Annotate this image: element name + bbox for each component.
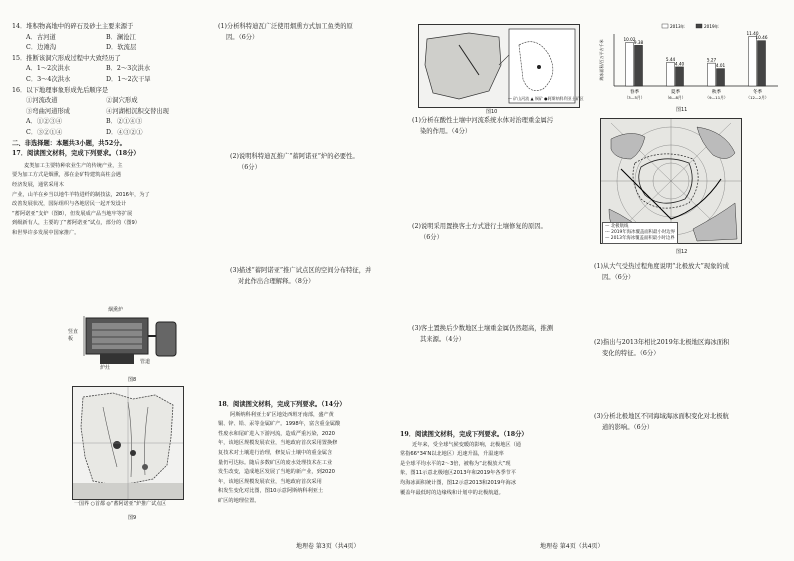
q16-options — [26, 117, 199, 128]
q16-items — [26, 96, 199, 107]
q18-1 — [412, 116, 553, 137]
q17-material — [12, 162, 199, 239]
q14-options — [26, 33, 199, 44]
q19-line: 常指66°34′N以北地区）迅速升温，升温速率 — [400, 451, 504, 458]
q16-option-d: D．④③②① — [106, 128, 143, 136]
data-label: 5.27 — [706, 57, 717, 63]
figure-9-caption: 图9 — [128, 515, 137, 521]
q16-option-c: C．③②①④ — [26, 128, 63, 136]
q17-2 — [230, 152, 359, 173]
figure-9-legend: 一国界 ○首都 ◎“蓄阿诺亚”炉推广试点区 — [74, 501, 167, 507]
q18-3-score: 其来源。（4分） — [420, 335, 465, 343]
q15-options — [26, 64, 199, 75]
figure-8-caption: 图8 — [128, 377, 137, 383]
q17-line: 改善发展状况，国际组织与各地居民一起开发设计 — [12, 201, 127, 208]
data-label: 10.46 — [755, 35, 768, 41]
q18-line: 性废水和尾矿进入下游河流，造成严重污染，2020 — [218, 430, 335, 437]
spain-map — [419, 25, 579, 107]
data-label: 9.38 — [633, 39, 644, 45]
bar — [758, 41, 766, 86]
q18-line: 年，该地区规模发展农业，当地政府首次采用 — [218, 478, 322, 485]
figure-9-map — [72, 386, 184, 500]
q16-options-row2 — [26, 128, 199, 139]
q15-option-a: A．1～2次洪水 — [26, 65, 71, 73]
q19-2-text: (2)指出与2013年相比2019年北极地区海冰面积 — [594, 339, 730, 346]
q19-2 — [594, 338, 729, 359]
q17-line: 到级新有人，主要的了“蓄阿诺亚”试点，部分的（图9） — [12, 220, 140, 227]
legend-2013: — 2013年海冰覆盖面积最小时边界 — [605, 236, 675, 241]
legend-label: 2013年 — [670, 24, 685, 29]
question-17: 17．阅读图文材料，完成下列要求。（18分） — [12, 150, 140, 158]
category-label: 夏季 — [670, 90, 681, 95]
q17-line: 经济发展，通常采用木 — [12, 181, 64, 188]
q18-line: 矿区的地理位置。 — [218, 497, 260, 504]
figure-10-caption: 图10 — [486, 109, 498, 115]
bar — [717, 69, 725, 86]
q16-item-1: ①河流改道 — [26, 97, 58, 105]
q17-1-score: 因。（6分） — [226, 33, 259, 41]
q19-heading: 19．阅读图文材料，完成下列要求。（18分） — [400, 431, 528, 438]
q19-line: 象，图11示意北极地区2013年和2019年各季节平 — [400, 470, 517, 477]
q18-heading: 18．阅读图文材料，完成下列要求。（14分） — [218, 401, 346, 408]
data-label: 5.44 — [665, 56, 676, 62]
q17-line: 产业，山羊在乡当以地牛羊特进纤的制技法，2016年，为了 — [12, 191, 150, 198]
bar — [708, 63, 716, 86]
bar — [626, 43, 634, 86]
q18-2-score: （6分） — [420, 233, 443, 241]
q15-option-c: C．3～4次洪水 — [26, 75, 71, 83]
legend-swatch — [696, 24, 702, 28]
q19-line: 近年来，受全球气候变暖的影响，北极地区（通 — [412, 441, 521, 448]
q17-3-text: (3)描述“蓄阿诺亚”推广试点区的空间分布特征，并 — [230, 267, 372, 274]
q18-3-text: (3)客土置换后少数地区土壤重金属仍然超高，推测 — [412, 325, 554, 332]
question-14: 14．堆积物高地中的碎石及砂土主要来源于 — [12, 23, 134, 30]
legend-2019: --- 2019年海冰覆盖面积最小时边界 — [605, 230, 676, 235]
category-label: 秋季 — [711, 90, 722, 95]
legend-route: — 北极航线 — [605, 224, 629, 229]
q16-option-a: A．①②③④ — [26, 118, 63, 126]
q15-option-d: D．1～2次干旱 — [106, 75, 151, 83]
q19-3-text: (3)分析北极地区不同海域海冰面积变化对北极航 — [594, 413, 729, 420]
category-sublabel: （6—8月） — [665, 95, 686, 100]
q17-3 — [230, 266, 371, 287]
q14-option-c: C．边滩沟 — [26, 44, 57, 52]
q19-line: 是全球平均水平的2～3倍，被称为“北极放大”现 — [400, 460, 511, 467]
q16-items-row2 — [26, 107, 199, 118]
data-label: 4.40 — [674, 61, 685, 67]
q17-2-score: （6分） — [238, 163, 261, 171]
figure-12-legend — [602, 222, 678, 244]
category-sublabel: （9—11月） — [705, 95, 728, 100]
q17-line: “蓄阿诺亚”支炉（图8），但发展成产品当地牢等扩展 — [12, 210, 133, 217]
fig8-label-pipe: 管道 — [140, 359, 151, 365]
data-label: 4.01 — [715, 63, 726, 69]
q18-line: 铜、锌、铅、汞等金属矿产。1998年，富含重金属酸 — [218, 421, 341, 428]
q19-2-score: 变化的特征。（6分） — [602, 349, 660, 357]
question-16: 16．以下地理事象形成先后顺序是 — [12, 86, 109, 94]
bar — [749, 37, 757, 86]
data-label: 10.02 — [623, 37, 636, 43]
q15-options-row2 — [26, 75, 199, 86]
figure-11-caption: 图11 — [676, 107, 688, 113]
category-sublabel: （3—5月） — [624, 95, 645, 100]
q19-1-score: 因。（6分） — [602, 273, 635, 281]
q19-3 — [594, 412, 729, 433]
category-sublabel: （12—2月） — [746, 95, 769, 100]
smoke-oven-illustration — [70, 306, 190, 374]
q19-material — [400, 441, 528, 499]
q17-3-score: 对此作出合理解释。（8分） — [238, 277, 315, 285]
q16-item-3: ③弯曲河道形成 — [26, 107, 71, 115]
q18-1-text: (1)分析在酸性土壤中河流系统水体对治理重金属污 — [412, 117, 554, 124]
question-15: 15．推断该洞穴形成过程中大致经历了 — [12, 54, 121, 62]
q18-line: 积发生变化对比图，图10示意阿斯纳科利亚土 — [218, 488, 324, 495]
q17-2-text: (2)说明科特迪瓦推广“蓄阿诺亚”炉的必要性。 — [230, 153, 359, 160]
category-label: 冬季 — [752, 90, 763, 95]
sea-ice-bar-chart — [598, 22, 786, 106]
figure-10-legend: — 矿山河流 ▲ 铜矿 ●阿斯纳科利亚土矿区 — [508, 96, 584, 101]
q18-line: 发生改变，造成地区发展了当地的新产业，到2020 — [218, 469, 335, 476]
q14-option-d: D．软流层 — [106, 44, 137, 52]
q19-line: 覆盖年最低时的边缘线和计划中的北极航道。 — [400, 489, 504, 496]
bar — [635, 45, 643, 86]
q17-line: 麦类加工主要特种农业生产的传统产业，主 — [24, 162, 123, 169]
column-2 — [218, 22, 396, 43]
q18-material — [218, 411, 346, 507]
q16-item-2: ②洞穴形成 — [106, 97, 138, 105]
q16-option-b: B．②①④③ — [106, 118, 143, 126]
figure-12-caption: 图12 — [676, 249, 688, 255]
q14-option-a: A．古河道 — [26, 33, 56, 41]
q18-1-score: 染的作用。（4分） — [420, 127, 472, 135]
q14-option-b: B．澜沧江 — [106, 33, 136, 41]
figure-11-chart — [598, 22, 786, 106]
q18-2 — [412, 222, 547, 243]
footer-page-4: 地理卷 第4页（共4页） — [540, 543, 604, 550]
q18-line: 量仍可达标。随后多数矿区的废水处理技术在工业 — [218, 459, 333, 466]
q18-2-text: (2)说明采用置换客土方式进行土壤修复的原因。 — [412, 223, 547, 230]
column-1 — [12, 22, 199, 238]
category-label: 春季 — [629, 90, 640, 95]
q14-options-row2 — [26, 43, 199, 54]
legend-swatch — [662, 24, 668, 28]
cote-divoire-map — [73, 387, 183, 499]
data-label: 11.40 — [746, 31, 759, 37]
q18-line: 年，该地区规模发展农业，当地政府首次采用置换修 — [218, 440, 338, 447]
q19-1 — [594, 262, 729, 283]
q18-line: 阿斯纳科利亚土矿区地处西班牙南部，盛产黄 — [230, 411, 334, 418]
legend-label: 2019年 — [704, 24, 719, 29]
question-19 — [400, 430, 528, 498]
q19-line: 均海冰面积统计图，图12示意2013和2019年海冰 — [400, 479, 517, 486]
q17-1: (1)分析科特迪瓦广泛使用烟熏方式加工鱼类的原 — [218, 23, 353, 30]
footer-page-3: 地理卷 第3页（共4页） — [296, 543, 360, 550]
q19-3-score: 道的影响。（6分） — [602, 423, 654, 431]
q17-line: 和世界许多发展中国家推广。 — [12, 229, 80, 236]
q17-line: 要为加工方式是烟熏，那在金矿特建筑高柱会遇 — [12, 172, 121, 179]
y-axis-label: 海冰面积/百万平方千米 — [599, 39, 604, 81]
question-18 — [218, 400, 346, 507]
fig8-label-oven: 烟熏炉 — [108, 307, 124, 313]
figure-8 — [70, 306, 190, 374]
q19-1-text: (1)从大气受热过程角度说明“北极放大”现象的成 — [594, 263, 729, 270]
fig8-label-board: 竖直板 — [68, 329, 79, 342]
bar — [676, 67, 684, 86]
bar — [667, 62, 675, 86]
q18-3 — [412, 324, 553, 345]
section-heading: 二、非选择题：本题共3小题，共52分。 — [12, 139, 126, 147]
q16-item-4: ④河湖相沉积交替出现 — [106, 107, 169, 115]
fig8-label-stove: 炉灶 — [100, 365, 111, 371]
q18-line: 复技术对土壤进行治理，修复后土壤中的重金属含 — [218, 449, 333, 456]
q15-option-b: B．2～3次洪水 — [106, 65, 151, 73]
